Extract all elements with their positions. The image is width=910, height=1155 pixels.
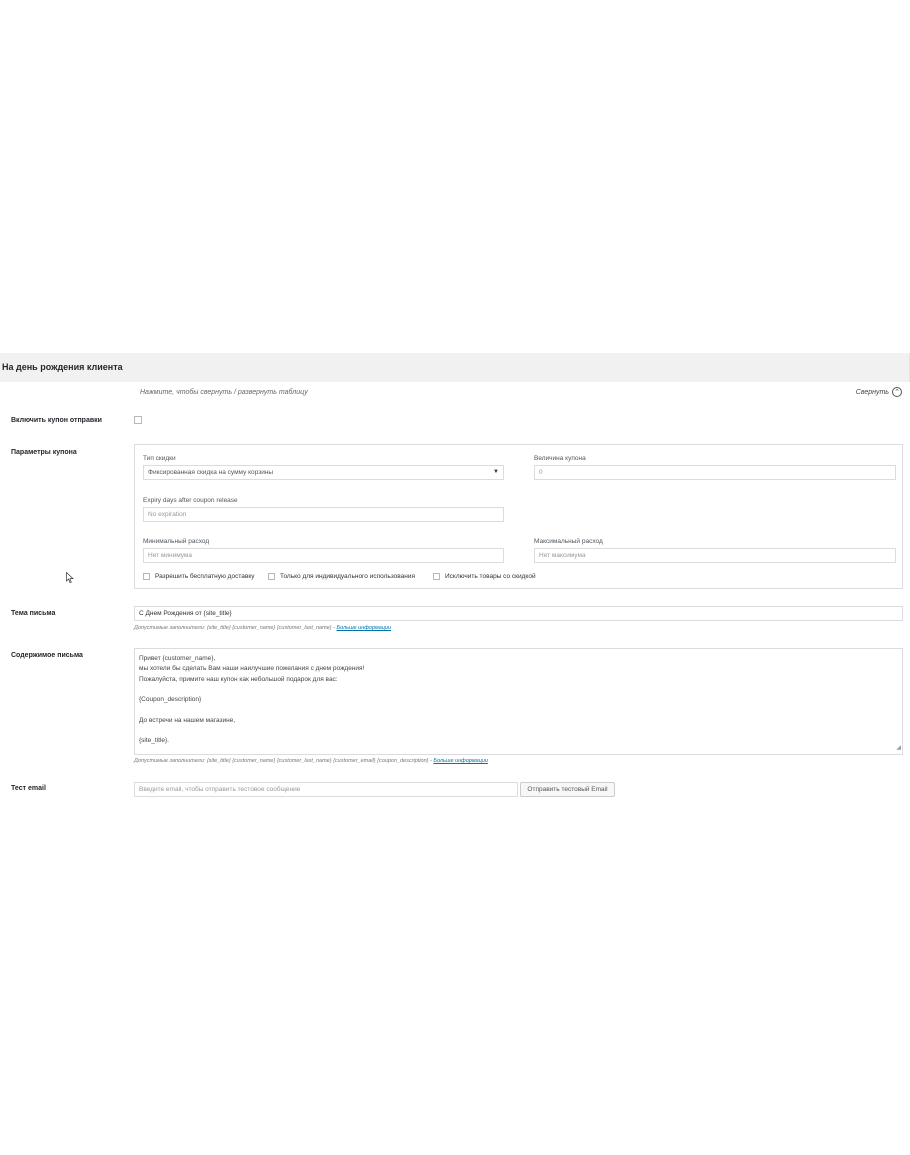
content-line: Пожалуйста, примите наш купон как небольшой подарок для вас:	[139, 675, 338, 683]
hint-vars: {site_title} {customer_name} {customer_last_name} {customer_email} {coupon_description}	[206, 758, 429, 764]
min-spend-input[interactable]: Нет минимума	[143, 548, 504, 563]
subject-placeholders-hint	[134, 625, 391, 631]
hint-separator: -	[333, 625, 335, 631]
content-line: мы хотели бы сделать Вам наши наилучшие пожелания с днем рождения!	[139, 665, 365, 673]
mouse-pointer-icon	[66, 572, 74, 583]
toggle-table-hint[interactable]: Нажмите, чтобы свернуть / развернуть таблицу	[140, 389, 308, 396]
hint-prefix: Допустимые заполнители:	[134, 758, 206, 764]
coupon-params-box	[134, 444, 903, 589]
expiry-days-label: Expiry days after coupon release	[143, 497, 238, 504]
enable-coupon-checkbox[interactable]	[134, 416, 142, 424]
test-email-input[interactable]: Введите email, чтобы отправить тестовое сообщение	[134, 782, 518, 797]
hint-separator: -	[430, 758, 432, 764]
discount-type-label: Тип скидки	[143, 455, 176, 462]
min-spend-label: Минимальный расход	[143, 538, 210, 545]
individual-use-option[interactable]	[268, 573, 415, 580]
chevron-up-icon: ⌃	[892, 387, 902, 397]
content-line	[139, 705, 898, 715]
panel-title: На день рождения клиента	[2, 362, 123, 372]
send-test-email-button[interactable]: Отправить тестовый Email	[520, 782, 615, 797]
max-spend-label: Максимальный расход	[534, 538, 603, 545]
enable-coupon-label: Включить купон отправки	[11, 417, 102, 424]
birthday-coupon-panel	[0, 353, 910, 805]
discount-type-select[interactable]	[143, 465, 504, 480]
content-line: До встречи на нашем магазине,	[139, 716, 236, 724]
free-shipping-option[interactable]	[143, 573, 254, 580]
hint-vars: {site_title} {customer_name} {customer_last_name}	[206, 625, 332, 631]
max-spend-input[interactable]: Нет максимума	[534, 548, 896, 563]
dropdown-arrow-icon: ▼	[493, 469, 499, 475]
more-info-link[interactable]: Больше информации	[433, 758, 488, 764]
exclude-sale-label: Исключить товары со скидкой	[445, 573, 536, 580]
exclude-sale-option[interactable]	[433, 573, 536, 580]
content-line	[139, 726, 898, 736]
collapse-toggle[interactable]	[856, 387, 902, 397]
hint-prefix: Допустимые заполнители:	[134, 625, 206, 631]
content-placeholders-hint	[134, 758, 488, 764]
free-shipping-label: Разрешить бесплатную доставку	[155, 573, 255, 580]
content-line: {site_title}.	[139, 737, 169, 745]
content-line: Привет {customer_name},	[139, 655, 216, 662]
content-line: {Coupon_description}	[139, 696, 202, 704]
email-subject-input[interactable]: С Днем Рождения от {site_title}	[134, 606, 903, 621]
test-email-label: Тест email	[11, 785, 46, 792]
discount-type-value: Фиксированная скидка на сумму корзины	[148, 469, 274, 476]
email-content-textarea[interactable]	[134, 648, 903, 755]
expiry-days-input[interactable]: No expiration	[143, 507, 504, 522]
free-shipping-checkbox[interactable]	[143, 573, 150, 580]
individual-use-label: Только для индивидуального использования	[280, 573, 416, 580]
content-line	[139, 685, 898, 695]
email-content-label: Содержимое письма	[11, 652, 83, 659]
panel-header[interactable]	[0, 353, 910, 382]
exclude-sale-checkbox[interactable]	[433, 573, 440, 580]
collapse-label: Свернуть	[855, 388, 889, 396]
individual-use-checkbox[interactable]	[268, 573, 275, 580]
coupon-amount-input[interactable]: 0	[534, 465, 896, 480]
email-subject-label: Тема письма	[11, 610, 56, 617]
coupon-params-label: Параметры купона	[11, 449, 77, 456]
resize-grip-icon[interactable]: ◢	[896, 744, 901, 751]
coupon-amount-label: Величина купона	[534, 455, 586, 462]
more-info-link[interactable]: Больше информации	[336, 625, 392, 631]
